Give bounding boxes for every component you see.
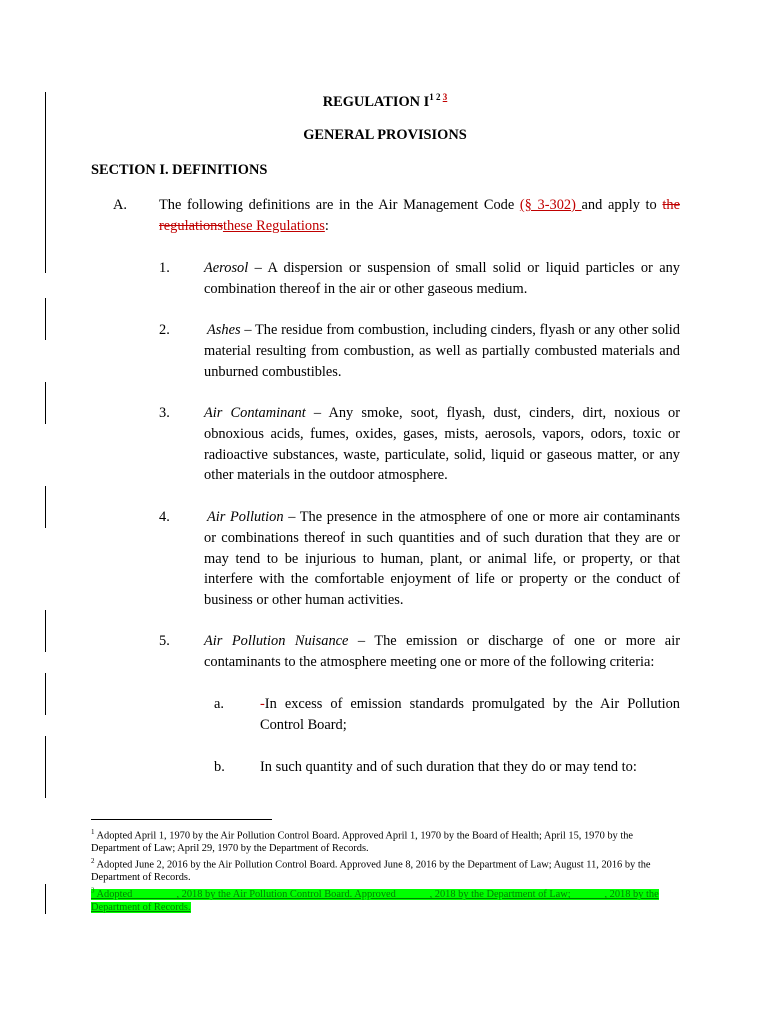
inserted-text: these Regulations <box>222 217 325 234</box>
footnote-ref-2[interactable]: 2 <box>435 92 441 102</box>
change-bar <box>45 92 46 273</box>
para-a-marker: A. <box>113 197 127 213</box>
subitem-b: In such quantity and of such duration that they do or may tend to: <box>260 759 637 775</box>
change-bar <box>45 736 46 798</box>
title-text: REGULATION I <box>322 93 430 110</box>
item-number: 3. <box>159 405 170 421</box>
para-a-text: The following definitions are in the Air Management Code (§ 3-302) and apply to the regulationsthese Regulations: <box>159 197 680 234</box>
page-subtitle: GENERAL PROVISIONS <box>303 127 467 143</box>
definition-aerosol: Aerosol – A dispersion or suspension of small solid or liquid particles or any combination thereof in the air or other gaseous medium. <box>204 260 680 297</box>
change-bar <box>45 610 46 652</box>
change-bar <box>45 673 46 715</box>
footnote-ref-1[interactable]: 1 <box>429 92 434 102</box>
change-bar <box>45 884 46 914</box>
section-heading: SECTION I. DEFINITIONS <box>91 162 268 178</box>
page-title <box>0 92 770 111</box>
footnote-3: $^3$ Adopted ________, 2018 by the Air Pollution Control Board. Approved ______, 2018 by the Department of Law; ______, 2018 by the Department of Records. <box>91 887 659 914</box>
item-number: 5. <box>159 633 170 649</box>
change-bar <box>45 382 46 424</box>
item-number: 1. <box>159 260 170 276</box>
subitem-a: -In excess of emission standards promulgated by the Air Pollution Control Board; <box>260 696 680 733</box>
definition-air-contaminant: Air Contaminant – Any smoke, soot, flyash, dust, cinders, dirt, noxious or obnoxious acids, fumes, oxides, gases, mists, aerosols, vapors, odors, toxic or radioactive substances, waste, particulate, solid, liquid or gaseous matter, or any other materials in the outdoor atmosphere. <box>204 405 680 484</box>
footnote-2: $^2$ Adopted June 2, 2016 by the Air Pollution Control Board. Approved June 8, 2016 by the Department of Law; August 11, 2016 by the Department of Records. <box>91 857 651 884</box>
item-number: 4. <box>159 509 170 525</box>
definition-air-pollution: Air Pollution – The presence in the atmosphere of one or more air contaminants or combinations thereof in such quantities and of such duration that they are or may tend to be injurious to human, plant, or animal life, or property, or that interfere with the comfortable enjoyment of life or property or the conduct of business or other human activities. <box>204 509 680 609</box>
subitem-letter: b. <box>214 759 225 775</box>
change-bar <box>45 298 46 340</box>
definition-ashes: Ashes – The residue from combustion, including cinders, flyash or any other solid material resulting from combustion, as well as partially combusted materials and unburned combustibles. <box>204 322 680 380</box>
change-bar <box>45 486 46 528</box>
footnote-separator <box>91 819 272 820</box>
item-number: 2. <box>159 322 170 338</box>
subitem-letter: a. <box>214 696 224 712</box>
inserted-code-ref: (§ 3-302) <box>519 197 582 213</box>
definition-air-pollution-nuisance: Air Pollution Nuisance – The emission or discharge of one or more air contaminants to the atmosphere meeting one or more of the following criteria: <box>204 633 680 670</box>
deleted-text: the regulations <box>159 197 680 234</box>
footnote-ref-3[interactable]: 3 <box>442 92 448 102</box>
footnote-1: $^1$ Adopted April 1, 1970 by the Air Pollution Control Board. Approved April 1, 1970 by the Board of Health; April 15, 1970 by the Department of Law; April 29, 1970 by the Department of Records. <box>91 828 634 855</box>
